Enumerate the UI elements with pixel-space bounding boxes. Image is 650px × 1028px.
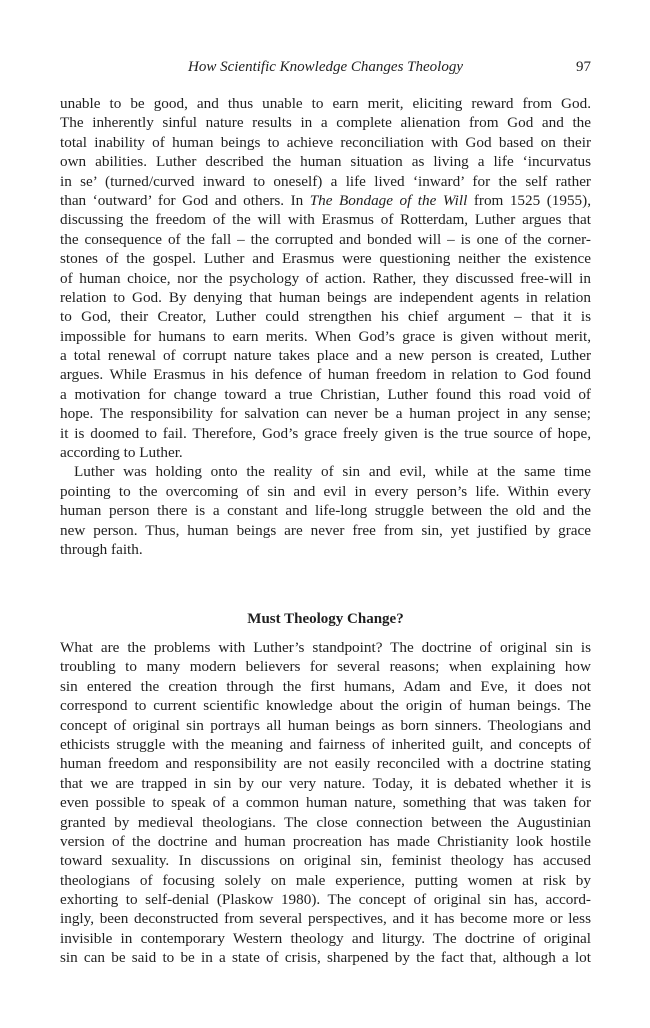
text-line: discussing the freedom of the will with Erasmus of Rotterdam, Luther argues that xyxy=(60,211,591,229)
text-line: total inability of human beings to achieve reconciliation with God based on their xyxy=(60,133,591,151)
text-line: a motivation for change toward a true Christian, Luther found this road void of xyxy=(60,385,591,403)
text-line: human freedom and responsibility are not easily reconciled with a doctrine stating xyxy=(60,755,591,773)
text-line: toward sexuality. In discussions on original sin, feminist theology has accused xyxy=(60,852,591,870)
text-line: sin entered the creation through the first humans, Adam and Eve, it does not xyxy=(60,677,591,695)
text-line: impossible for humans to earn merits. When God’s grace is given without merit, xyxy=(60,327,591,345)
text-line: new person. Thus, human beings are never free from sin, yet justified by grace xyxy=(60,521,591,539)
paragraph-3 xyxy=(60,638,591,968)
text-line: version of the doctrine and human procreation has made Christianity look hostile xyxy=(60,832,591,850)
book-title: The Bondage of the Will xyxy=(309,191,468,209)
running-title: How Scientific Knowledge Changes Theology xyxy=(188,59,463,75)
text-run: from 1525 (1955), xyxy=(467,191,591,209)
page-number: 97 xyxy=(576,59,591,75)
text-line: unable to be good, and thus unable to earn merit, eliciting reward from God. xyxy=(60,95,591,112)
text-line: ingly, been deconstructed from several perspectives, and it has become more or less xyxy=(60,910,591,928)
text-line: that we are trapped in sin by our very nature. Today, it is debated whether it is xyxy=(60,774,591,792)
text-line: in se’ (turned/curved inward to oneself) a life lived ‘inward’ for the self rather xyxy=(60,172,591,190)
text-line: of human choice, nor the psychology of action. Rather, they discussed free-will in xyxy=(60,269,591,287)
text-line: human person there is a constant and life-long struggle between the old and the xyxy=(60,502,591,520)
text-line: it is doomed to fail. Therefore, God’s grace freely given is the true source of hope, xyxy=(60,424,591,442)
text-line: relation to God. By denying that human beings are independent agents in relation xyxy=(60,288,591,306)
text-line: theologians of focusing solely on male experience, putting women at risk by xyxy=(60,871,591,889)
paragraph-1 xyxy=(60,94,591,559)
text-line: hope. The responsibility for salvation can never be a human project in any sense; xyxy=(60,405,591,423)
section-heading: Must Theology Change? xyxy=(247,611,404,627)
text-line-with-book-title xyxy=(60,191,591,210)
text-line: pointing to the overcoming of sin and evil in every person’s life. Within every xyxy=(60,482,591,500)
text-line: to God, their Creator, Luther could strengthen his chief argument – that it is xyxy=(60,308,591,326)
text-line: What are the problems with Luther’s standpoint? The doctrine of original sin is xyxy=(60,639,591,656)
text-run: than ‘outward’ for God and others. In xyxy=(60,191,310,209)
text-line: correspond to current scientific knowledge about the origin of human beings. The xyxy=(60,697,591,715)
text-line: even possible to speak of a common human nature, something that was taken for xyxy=(60,794,591,812)
text-line: through faith. xyxy=(60,540,143,558)
text-line: The inherently sinful nature results in a complete alienation from God and the xyxy=(60,114,591,132)
text-line: invisible in contemporary Western theology and liturgy. The doctrine of original xyxy=(60,929,591,947)
text-line: sin can be said to be in a state of crisis, sharpened by the fact that, although a lot xyxy=(60,949,591,967)
text-line: concept of original sin portrays all human beings as born sinners. Theologians and xyxy=(60,716,591,734)
text-line: stones of the gospel. Luther and Erasmus were questioning neither the existence xyxy=(60,250,591,268)
text-line: the consequence of the fall – the corrupted and bonded will – is one of the corner- xyxy=(60,230,591,248)
text-line: a total renewal of corrupt nature takes place and a new person is created, Luther xyxy=(60,347,591,365)
text-line: argues. While Erasmus in his defence of human freedom in relation to God found xyxy=(60,366,591,384)
running-head xyxy=(60,56,591,78)
text-line: exhorting to self-denial (Plaskow 1980). The concept of original sin has, accord- xyxy=(60,891,591,909)
text-line: according to Luther. xyxy=(60,444,183,462)
text-line: troubling to many modern believers for several reasons; when explaining how xyxy=(60,658,591,676)
text-line: Luther was holding onto the reality of sin and evil, while at the same time xyxy=(74,463,591,481)
text-line: ethicists struggle with the meaning and fairness of inherited guilt, and concepts of xyxy=(60,735,591,753)
text-line: granted by medieval theologians. The close connection between the Augustinian xyxy=(60,813,591,831)
text-line: own abilities. Luther described the human situation as living a life ‘incurvatus xyxy=(60,153,591,171)
